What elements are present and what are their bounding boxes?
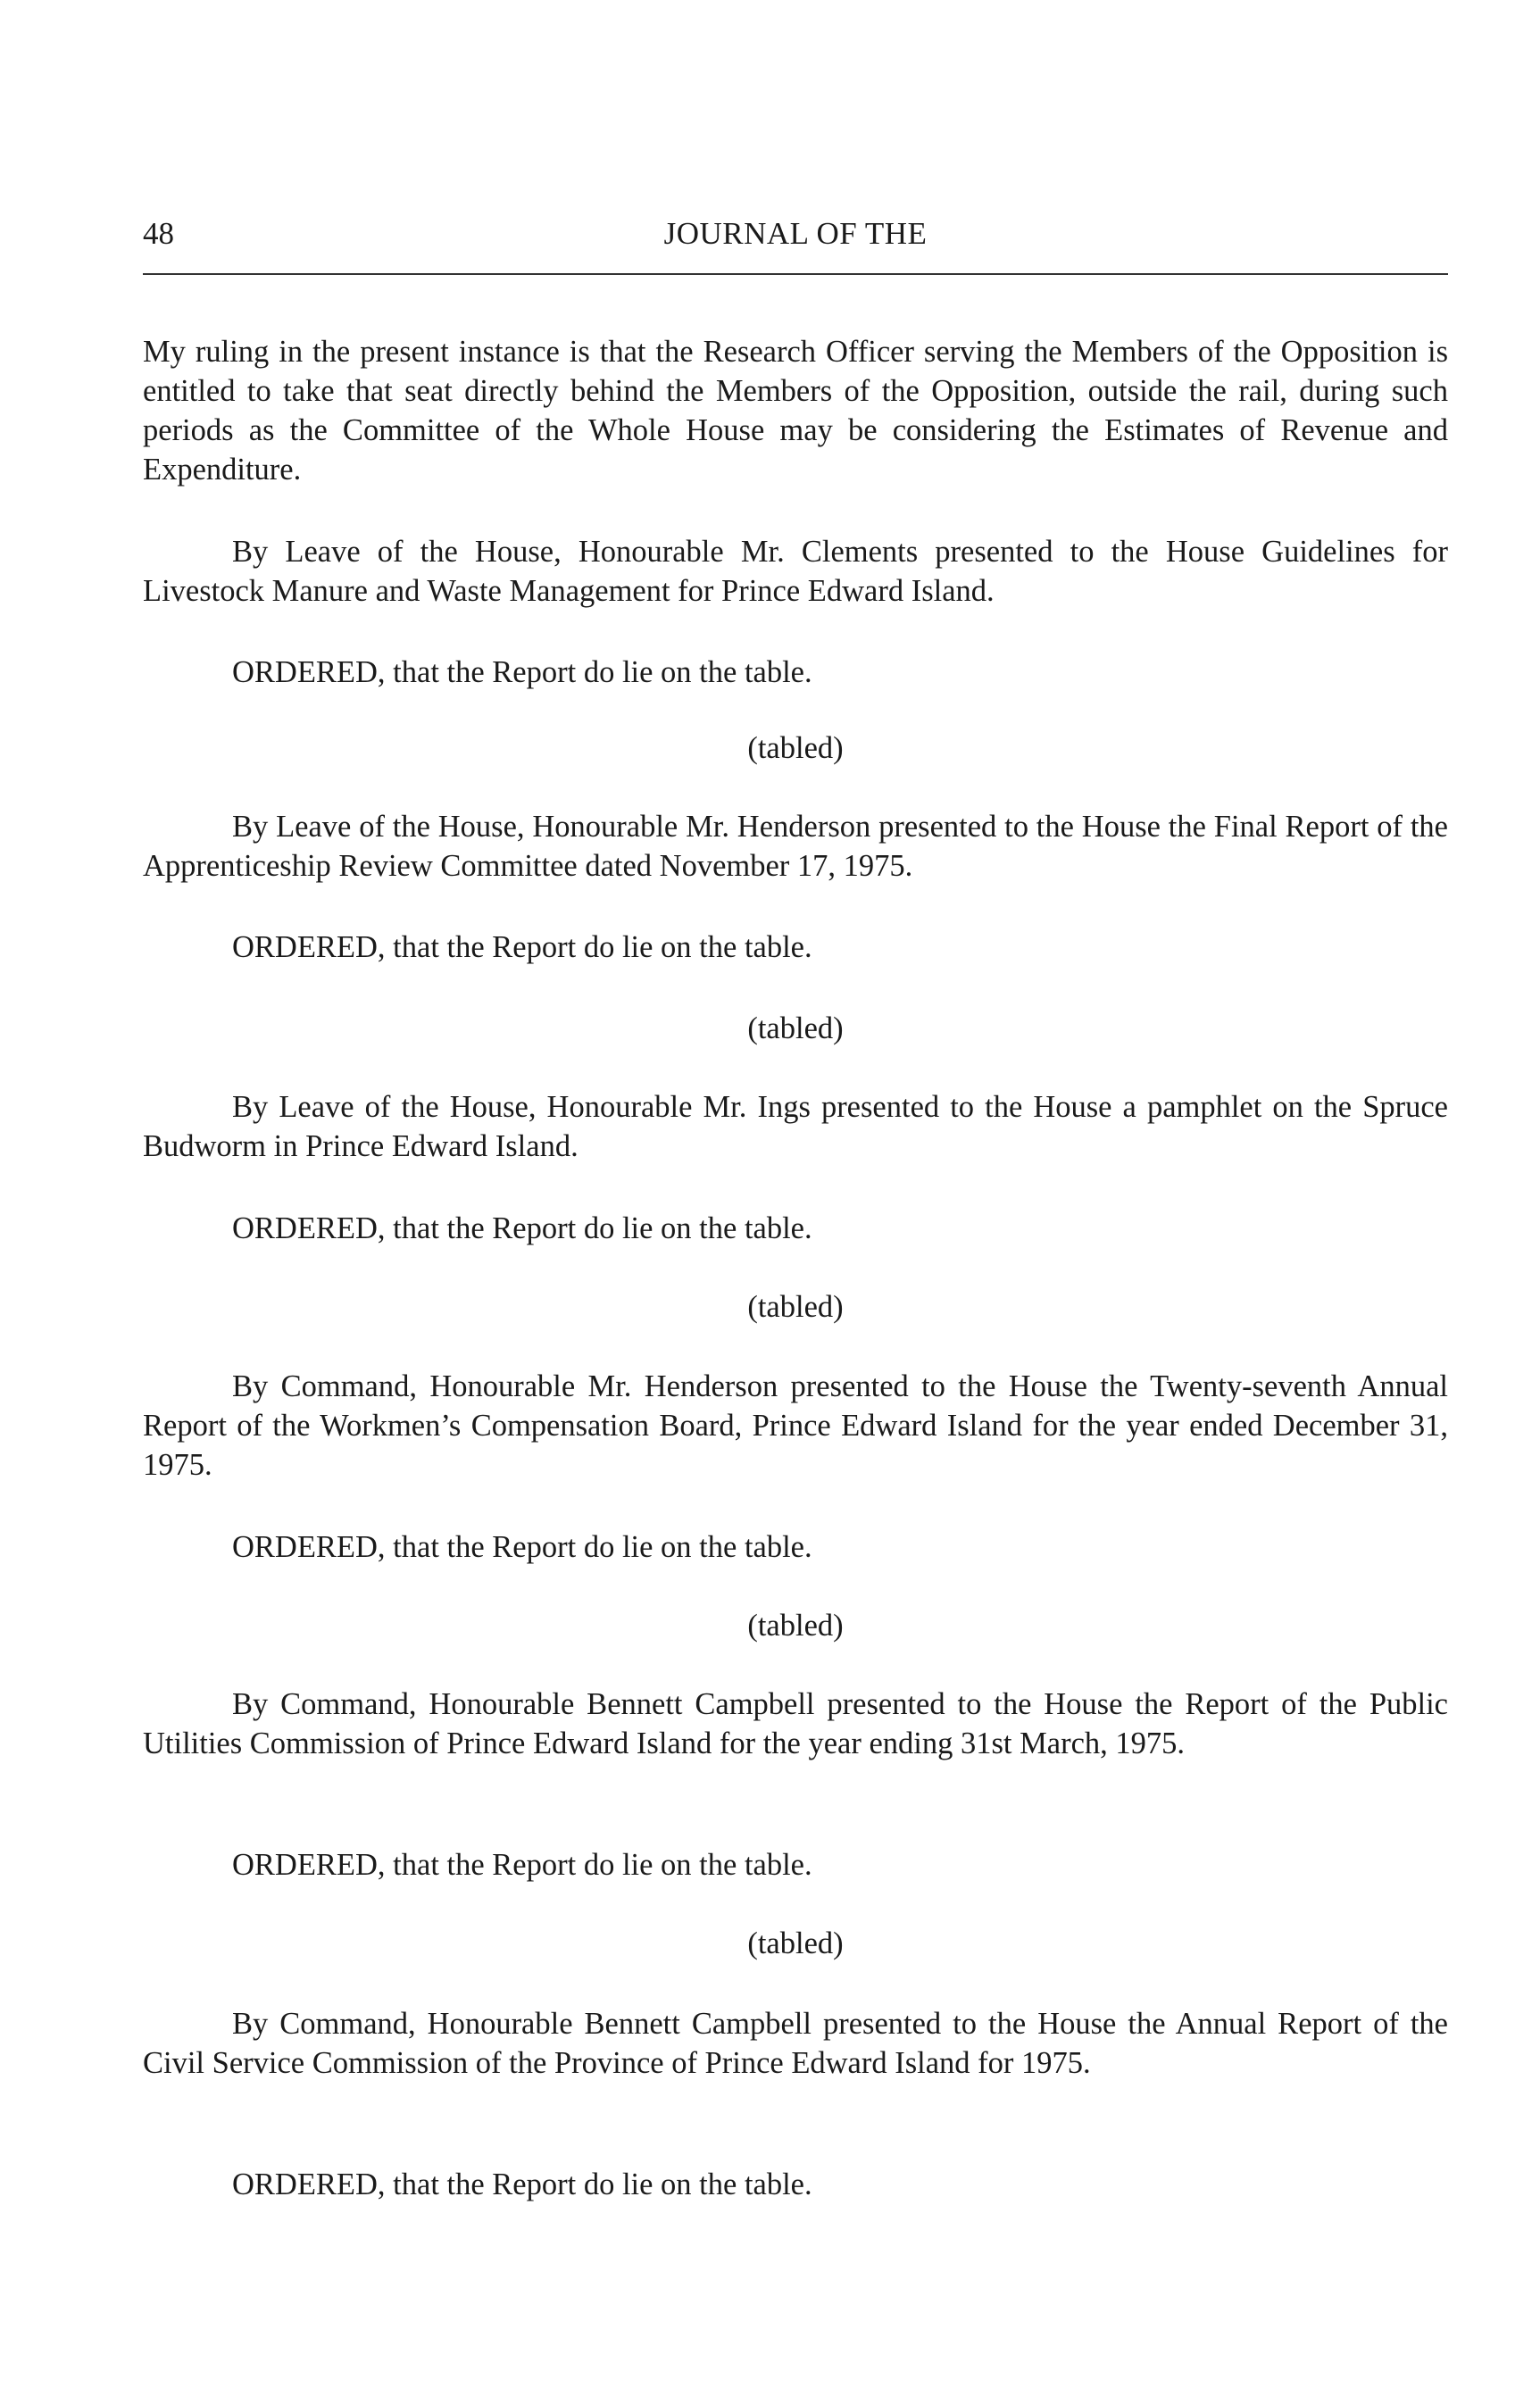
ruling-paragraph: My ruling in the present instance is that the Research Officer serving the Members of the Opposition is entitled to take that seat directly behind the Members of the Opposition, outside the rail, during such periods as the Committee of the Whole House may be considering the Estimates of Revenue and Expenditure.: [143, 335, 1448, 487]
entry-ings-paragraph: By Leave of the House, Honourable Mr. Ings presented to the House a pamphlet on the Spruce Budworm in Prince Edward Island.: [143, 1090, 1448, 1163]
entry-civil-service-paragraph: By Command, Honourable Bennett Campbell presented to the House the Annual Report of the Civil Service Commission of the Province of Prince Edward Island for 1975.: [143, 2007, 1448, 2080]
header-divider: [143, 273, 1448, 275]
entry-public-utilities-paragraph: By Command, Honourable Bennett Campbell presented to the House the Report of the Public Utilities Commission of Prince Edward Island for the year ending 31st March, 1975.: [143, 1687, 1448, 1760]
ordered-line: ORDERED, that the Report do lie on the table.: [232, 1211, 812, 1245]
ordered-line: ORDERED, that the Report do lie on the table.: [232, 1848, 812, 1882]
tabled-note: (tabled): [747, 731, 844, 765]
tabled-note: (tabled): [747, 1609, 844, 1643]
entry-clements-paragraph: By Leave of the House, Honourable Mr. Clements presented to the House Guidelines for Livestock Manure and Waste Management for Prince Edward Island.: [143, 535, 1448, 608]
entry-henderson-apprenticeship-paragraph: By Leave of the House, Honourable Mr. Henderson presented to the House the Final Report of the Apprenticeship Review Committee dated November 17, 1975.: [143, 810, 1448, 883]
running-title: JOURNAL OF THE: [663, 216, 928, 251]
page-header: [143, 216, 1448, 257]
tabled-note: (tabled): [747, 1011, 844, 1045]
ordered-line: ORDERED, that the Report do lie on the table.: [232, 930, 812, 964]
ordered-line: ORDERED, that the Report do lie on the table.: [232, 2168, 812, 2201]
ordered-line: ORDERED, that the Report do lie on the table.: [232, 1530, 812, 1564]
entry-workmens-compensation-paragraph: By Command, Honourable Mr. Henderson presented to the House the Twenty-seventh Annual Report of the Workmen’s Compensation Board, Prince Edward Island for the year ended December 31, 1975.: [143, 1369, 1448, 1482]
tabled-note: (tabled): [747, 1290, 844, 1324]
ordered-line: ORDERED, that the Report do lie on the table.: [232, 655, 812, 689]
page-number: 48: [143, 216, 174, 251]
tabled-note: (tabled): [747, 1926, 844, 1960]
